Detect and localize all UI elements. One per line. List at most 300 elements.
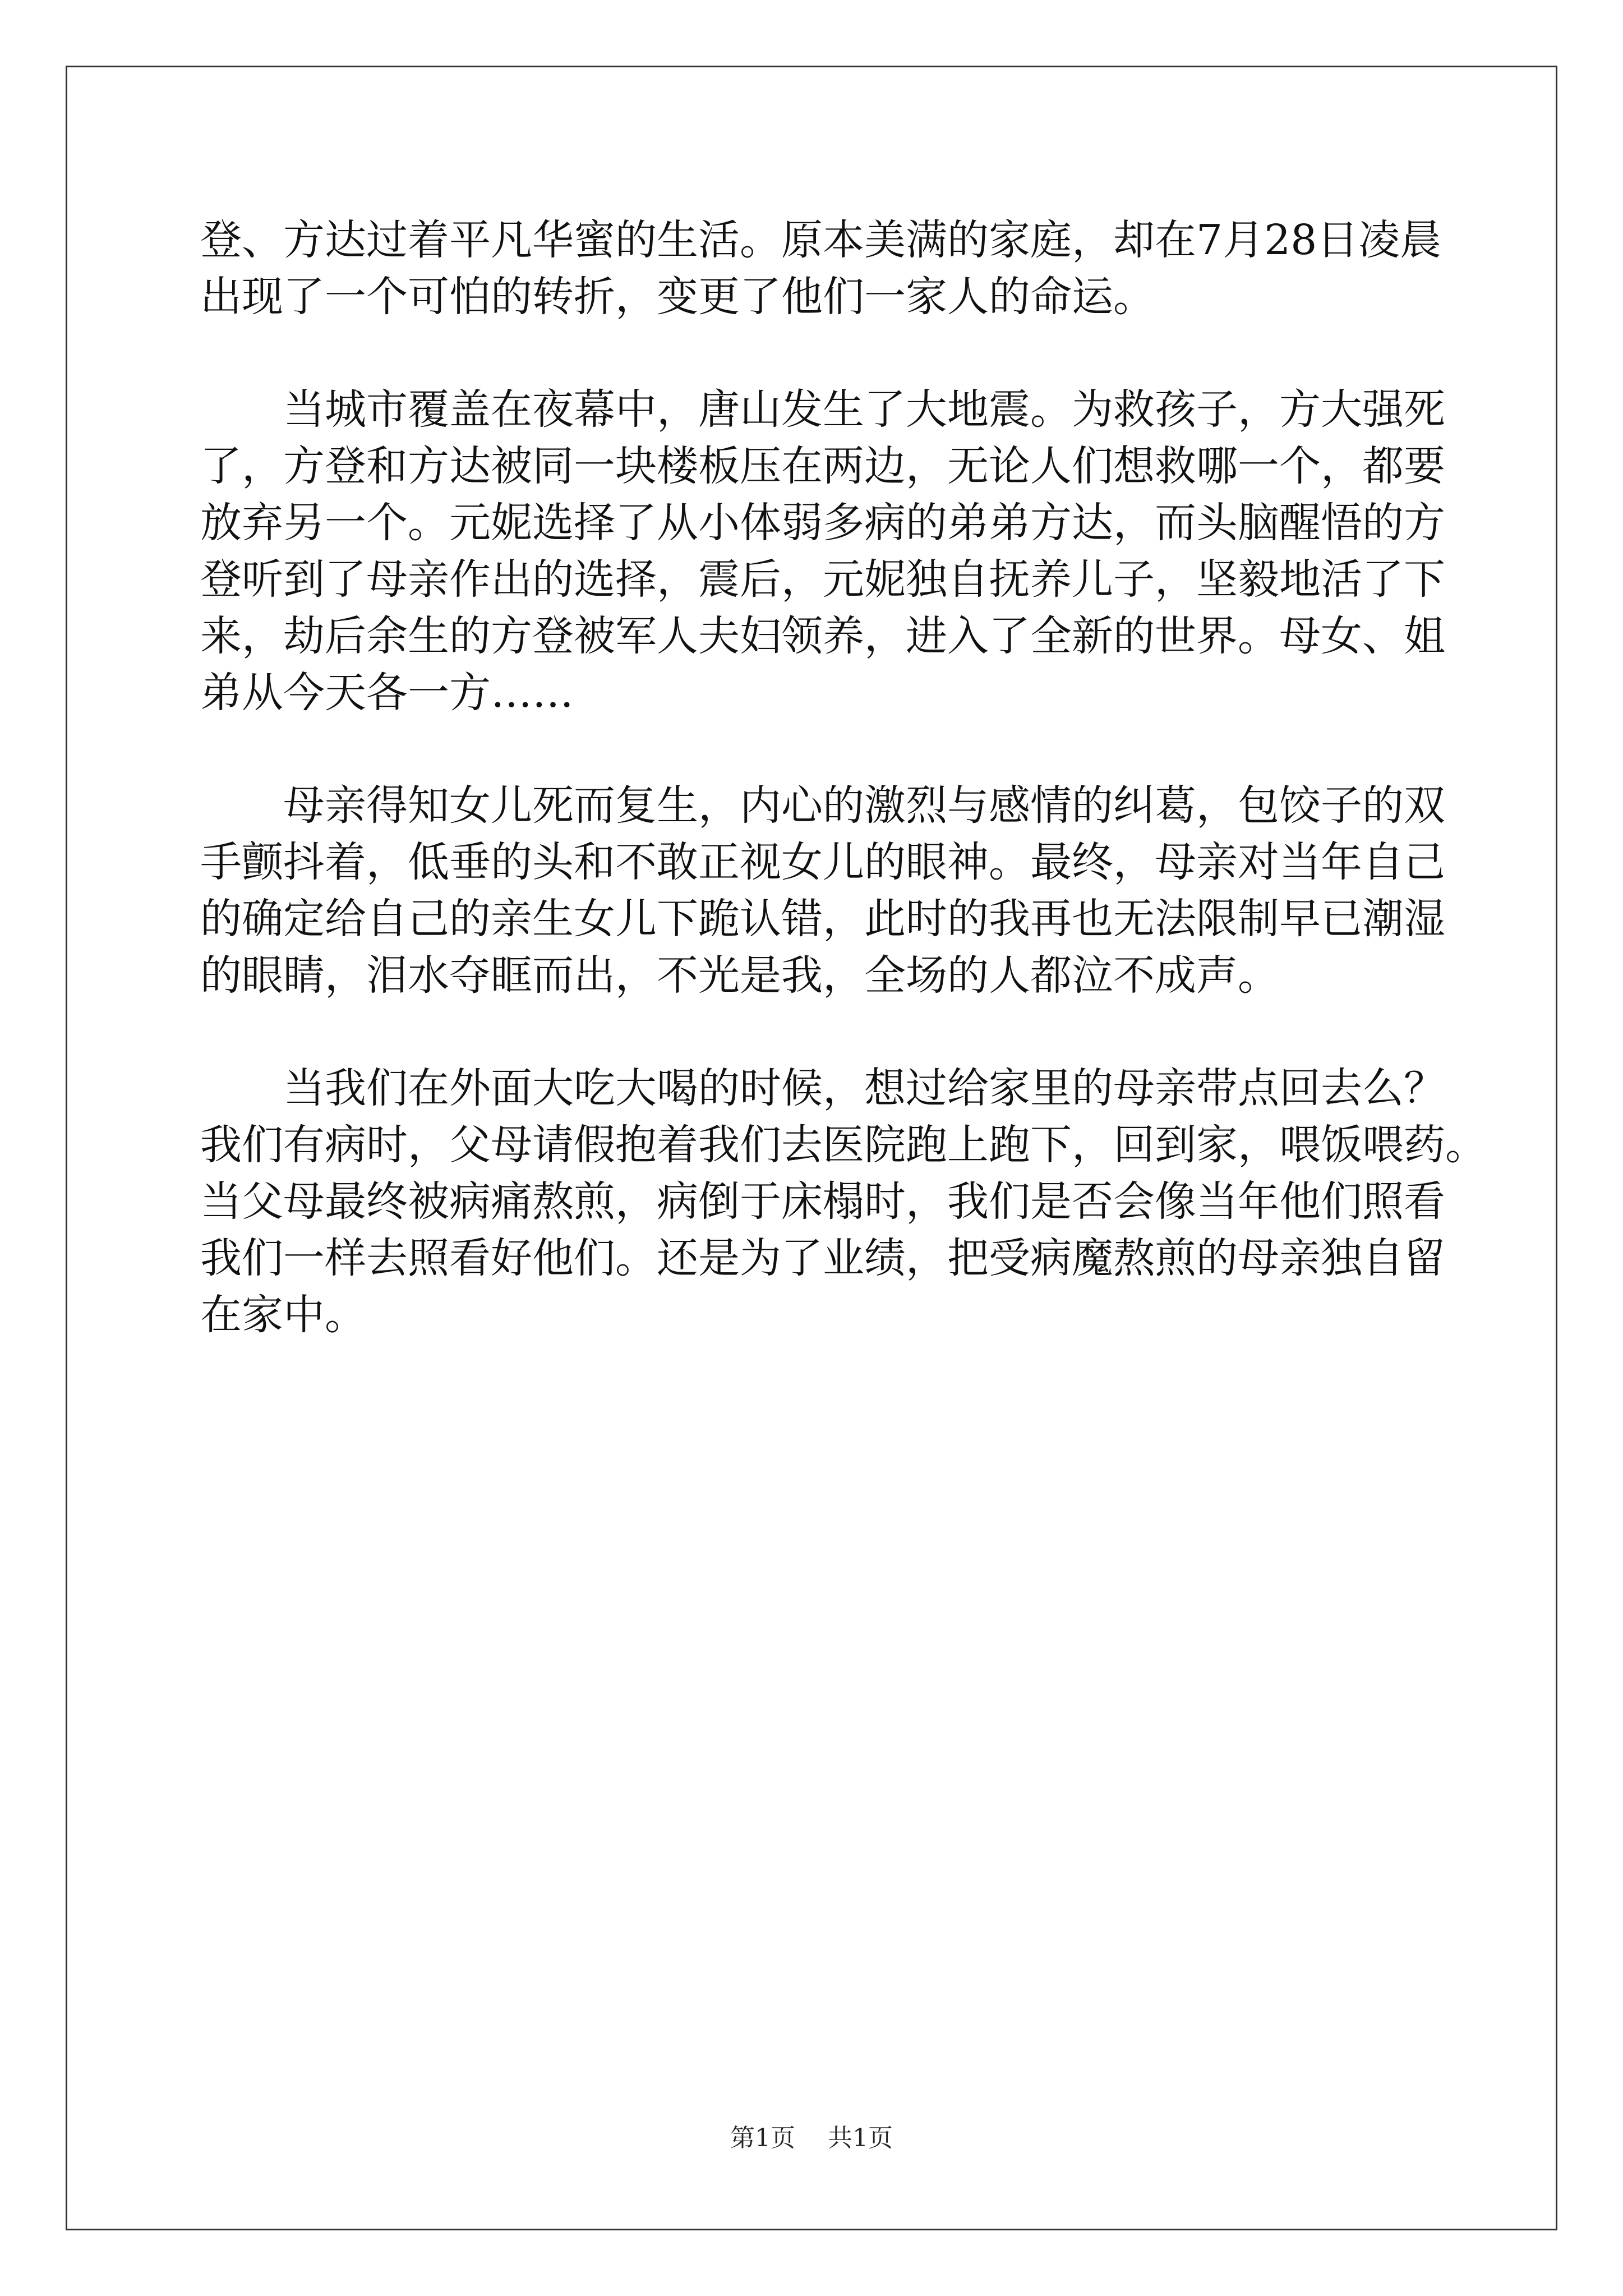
text-char: 不 [615, 838, 657, 886]
text-char: 母 [1155, 838, 1196, 886]
text-char: 。 [1445, 1121, 1487, 1169]
text-char: 了 [864, 385, 906, 434]
text-char: 错 [781, 895, 823, 943]
text-char: 夫 [698, 612, 740, 660]
text-char: ， [823, 895, 864, 943]
text-char: 病 [449, 1177, 491, 1226]
text-char: 药 [1404, 1121, 1445, 1169]
text-char: 都 [1362, 442, 1404, 490]
text-char: 死 [1404, 385, 1445, 434]
text-char: ， [657, 385, 698, 434]
text-char: 亲 [325, 781, 366, 830]
text-char: 城 [325, 385, 366, 434]
text-char: 医 [823, 1121, 864, 1169]
text-char: 了 [325, 555, 366, 604]
text-char: 和 [366, 442, 408, 490]
text-char: 认 [740, 895, 781, 943]
text-char: 把 [947, 1234, 989, 1282]
text-char: 我 [200, 1121, 242, 1169]
text-char: 孩 [1155, 385, 1196, 434]
text-char: 下 [1030, 1121, 1072, 1169]
text-char: 出 [491, 555, 532, 604]
page-number-total: 共1页 [828, 2124, 893, 2152]
text-char: 终 [1072, 838, 1113, 886]
text-line [200, 551, 1445, 608]
text-char: 有 [283, 1121, 325, 1169]
text-char: 为 [1072, 385, 1113, 434]
text-char: 在 [1155, 216, 1196, 264]
text-char: ， [242, 442, 283, 490]
text-line [200, 1230, 1445, 1287]
text-char: 院 [864, 1121, 906, 1169]
text-char: 后 [325, 612, 366, 660]
text-line [200, 1174, 1445, 1230]
text-char: 、 [242, 216, 283, 264]
text-char: 抖 [283, 838, 325, 886]
text-char: 饺 [1279, 781, 1321, 830]
text-char: 也 [1072, 895, 1113, 943]
text-char: 亲 [1279, 1234, 1321, 1282]
text-char: 他 [532, 1234, 574, 1282]
text-char: 定 [283, 895, 325, 943]
text-char: ， [864, 612, 906, 660]
text-char: 美 [864, 216, 906, 264]
text-char: ， [823, 1064, 864, 1112]
text-char: 抚 [989, 555, 1030, 604]
text-char: 世 [1155, 612, 1196, 660]
text-char: 覆 [408, 385, 449, 434]
text-char: 来 [200, 612, 242, 660]
text-char: 手 [200, 838, 242, 886]
text-line [200, 495, 1445, 551]
text-char: 被 [491, 442, 532, 490]
text-char: ， [366, 838, 408, 886]
text-char: 潮 [1362, 895, 1404, 943]
text-char: 绩 [864, 1234, 906, 1282]
text-char: 子 [1113, 555, 1155, 604]
text-char: 2 [1264, 216, 1291, 264]
text-char: ， [408, 1121, 449, 1169]
text-char: 吃 [574, 1064, 615, 1112]
text-char: 看 [449, 1234, 491, 1282]
text-char: 的 [1362, 781, 1404, 830]
text-char: ？ [1404, 1064, 1445, 1112]
text-char: 确 [242, 895, 283, 943]
text-char: 带 [1196, 1064, 1238, 1112]
text-char: 母 [1238, 1234, 1279, 1282]
text-char: 下 [1404, 555, 1445, 604]
text-char: 年 [1238, 1177, 1279, 1226]
text-char: 原 [781, 216, 823, 264]
text-char: 抱 [615, 1121, 657, 1169]
text-char: 们 [1321, 1177, 1362, 1226]
text-char: 家 [1196, 1121, 1238, 1169]
text-char: 的 [1113, 612, 1155, 660]
text-char: 毅 [1238, 555, 1279, 604]
text-char: 养 [823, 612, 864, 660]
text-char: 压 [740, 442, 781, 490]
text-char: ， [1113, 499, 1155, 547]
text-char: 月 [1223, 216, 1265, 264]
text-char: 日 [1317, 216, 1359, 264]
text-char: 此 [864, 895, 906, 943]
text-char: 劫 [283, 612, 325, 660]
text-char: 大 [906, 385, 947, 434]
text-char: 煎 [1155, 1234, 1196, 1282]
text-char: 的 [947, 216, 989, 264]
text-line [200, 777, 1445, 834]
text-char: 弃 [242, 499, 283, 547]
text-char: 幕 [574, 385, 615, 434]
text-char: 再 [1030, 895, 1072, 943]
text-char: 亲 [1196, 838, 1238, 886]
text-char: 择 [615, 555, 657, 604]
text-char: 去 [1321, 1064, 1362, 1112]
text-char: 。 [989, 838, 1030, 886]
text-line [200, 381, 1445, 438]
text-char: 妮 [491, 499, 532, 547]
text-char: 唐 [698, 385, 740, 434]
text-char: 们 [1072, 442, 1113, 490]
text-char: 喝 [657, 1064, 698, 1112]
text-char: ， [1155, 555, 1196, 604]
text-char: 在 [491, 385, 532, 434]
text-char: 敢 [657, 838, 698, 886]
text-char: 活 [1321, 555, 1362, 604]
text-char: 养 [1030, 555, 1072, 604]
text-char: 两 [823, 442, 864, 490]
text-line [200, 947, 1428, 1004]
text-char: 亲 [408, 555, 449, 604]
text-char: 着 [657, 1121, 698, 1169]
text-char: 里 [1030, 1064, 1072, 1112]
text-char: 母 [283, 781, 325, 830]
page-number-current: 第1页 [730, 2124, 795, 2152]
text-char: 个 [1279, 442, 1321, 490]
text-char: 姐 [1404, 612, 1445, 660]
text-char: 我 [947, 1177, 989, 1226]
text-char: 眼 [906, 838, 947, 886]
text-char: 妮 [864, 555, 906, 604]
text-char: 满 [906, 216, 947, 264]
text-char: 点 [1238, 1064, 1279, 1112]
text-char: 盖 [449, 385, 491, 434]
text-char: 地 [1279, 555, 1321, 604]
text-char: 地 [947, 385, 989, 434]
text-char: 余 [366, 612, 408, 660]
text-char: 凡 [491, 216, 532, 264]
text-char: 无 [1113, 895, 1155, 943]
text-char: 双 [1404, 781, 1445, 830]
text-char: 喂 [1279, 1121, 1321, 1169]
text-char: 的 [1196, 1234, 1238, 1282]
text-char: ， [698, 781, 740, 830]
text-line-content: 弟从今天各一方…… [200, 669, 574, 717]
text-char: 蜜 [574, 216, 615, 264]
text-char: 跑 [989, 1121, 1030, 1169]
text-char: 己 [1404, 838, 1445, 886]
text-char: 最 [325, 1177, 366, 1226]
text-char: 板 [698, 442, 740, 490]
text-char: 当 [1196, 1177, 1238, 1226]
text-char: 方 [283, 442, 325, 490]
text-char: 在 [781, 442, 823, 490]
text-char: 我 [989, 895, 1030, 943]
text-char: 神 [947, 838, 989, 886]
text-char: 当 [1279, 838, 1321, 886]
text-char: 亲 [491, 895, 532, 943]
text-char: 魔 [1072, 1234, 1113, 1282]
text-char: 的 [491, 838, 532, 886]
text-char: 救 [1113, 385, 1155, 434]
text-line [200, 269, 1428, 325]
text-char: 一 [325, 499, 366, 547]
text-line [200, 834, 1445, 891]
text-char: 人 [1030, 442, 1072, 490]
text-char: 终 [366, 1177, 408, 1226]
text-char: 知 [408, 781, 449, 830]
text-char: 中 [615, 385, 657, 434]
text-char: ， [1321, 442, 1362, 490]
text-char: ， [906, 1177, 947, 1226]
text-char: 到 [283, 555, 325, 604]
text-char: 达 [1072, 499, 1113, 547]
text-char: 业 [823, 1234, 864, 1282]
text-char: 己 [408, 895, 449, 943]
text-char: 而 [574, 781, 615, 830]
text-line [200, 665, 1428, 721]
text-char: 当 [283, 1064, 325, 1112]
text-char: 生 [408, 612, 449, 660]
text-char: 喂 [1362, 1121, 1404, 1169]
text-line [200, 1117, 1487, 1174]
text-char: 时 [366, 1121, 408, 1169]
text-char: 市 [366, 385, 408, 434]
text-char: ， [615, 1177, 657, 1226]
text-char: 当 [200, 1177, 242, 1226]
text-char: 当 [283, 385, 325, 434]
text-char: 元 [823, 555, 864, 604]
text-char: 病 [325, 1121, 366, 1169]
text-char: 哪 [1196, 442, 1238, 490]
text-char: 纠 [1113, 781, 1155, 830]
text-char: 痛 [491, 1177, 532, 1226]
text-line [200, 1287, 1428, 1343]
text-char: 了 [615, 499, 657, 547]
text-char: 照 [408, 1234, 449, 1282]
text-char: 着 [408, 216, 449, 264]
text-char: 受 [989, 1234, 1030, 1282]
text-char: ， [1072, 1121, 1113, 1169]
text-char: 否 [1072, 1177, 1113, 1226]
text-char: 达 [449, 442, 491, 490]
text-char: 低 [408, 838, 449, 886]
text-char: 们 [242, 1234, 283, 1282]
text-char: 复 [615, 781, 657, 830]
text-char: 另 [283, 499, 325, 547]
text-char: 一 [283, 1234, 325, 1282]
text-char: 登 [532, 612, 574, 660]
text-char: 候 [781, 1064, 823, 1112]
text-line [200, 608, 1445, 665]
text-char: 心 [781, 781, 823, 830]
text-char: ， [1238, 385, 1279, 434]
text-char: 样 [325, 1234, 366, 1282]
text-char: 多 [823, 499, 864, 547]
text-char: 儿 [823, 838, 864, 886]
text-line [200, 438, 1445, 495]
text-char: 着 [325, 838, 366, 886]
text-char: 听 [242, 555, 283, 604]
text-char: 照 [1362, 1177, 1404, 1226]
text-char: 方 [491, 612, 532, 660]
text-char: 凌 [1358, 216, 1400, 264]
text-char: 震 [989, 385, 1030, 434]
text-char: 去 [366, 1234, 408, 1282]
text-char: 儿 [491, 781, 532, 830]
text-char: 饭 [1321, 1121, 1362, 1169]
text-char: 自 [1362, 838, 1404, 886]
text-char: 颤 [242, 838, 283, 886]
text-char: 独 [1321, 1234, 1362, 1282]
text-char: 去 [781, 1121, 823, 1169]
text-char: 弟 [947, 499, 989, 547]
text-char: 子 [1321, 781, 1362, 830]
text-char: 女 [574, 895, 615, 943]
text-char: 人 [657, 612, 698, 660]
text-char: 选 [574, 555, 615, 604]
text-char: 病 [1030, 1234, 1072, 1282]
text-char: 了 [781, 1234, 823, 1282]
text-char: 一 [574, 442, 615, 490]
text-char: 视 [740, 838, 781, 886]
text-char: 的 [906, 499, 947, 547]
text-line-content: 的眼睛，泪水夺眶而出，不光是我，全场的人都泣不成声。 [200, 951, 1279, 1000]
text-char: ， [781, 555, 823, 604]
text-char: ， [906, 442, 947, 490]
text-char: 悟 [1321, 499, 1362, 547]
text-char: 醒 [1279, 499, 1321, 547]
text-char: 的 [532, 555, 574, 604]
text-char: 华 [532, 216, 574, 264]
text-char: 从 [657, 499, 698, 547]
text-char: 病 [864, 499, 906, 547]
text-char: 。 [1030, 385, 1072, 434]
text-char: 的 [698, 1064, 740, 1112]
text-char: 年 [1321, 838, 1362, 886]
document-body [200, 212, 1487, 1400]
text-char: 8 [1290, 216, 1317, 264]
text-char: 的 [615, 216, 657, 264]
text-char: 入 [947, 612, 989, 660]
text-char: 生 [657, 216, 698, 264]
text-char: 留 [1404, 1234, 1445, 1282]
text-char: 登 [325, 442, 366, 490]
text-char: 登 [200, 555, 242, 604]
text-char: 么 [1362, 1064, 1404, 1112]
text-char: 却 [1113, 216, 1155, 264]
text-char: 们 [989, 1177, 1030, 1226]
text-char: 的 [1072, 1064, 1113, 1112]
text-char: 本 [823, 216, 864, 264]
text-char: 女 [449, 781, 491, 830]
text-char: 独 [906, 555, 947, 604]
text-char: 过 [906, 1064, 947, 1112]
text-char: 头 [532, 838, 574, 886]
text-char: 的 [449, 612, 491, 660]
text-char: 方 [408, 442, 449, 490]
text-char: 好 [491, 1234, 532, 1282]
text-char: 最 [1030, 838, 1072, 886]
text-char: 被 [408, 1177, 449, 1226]
text-char: 军 [615, 612, 657, 660]
text-char: ， [1113, 838, 1155, 886]
text-char: 法 [1155, 895, 1196, 943]
text-char: 元 [449, 499, 491, 547]
text-char: 了 [1362, 555, 1404, 604]
text-char: 和 [574, 838, 615, 886]
text-char: 熬 [1113, 1234, 1155, 1282]
text-char: 回 [1113, 1121, 1155, 1169]
text-char: 们 [574, 1234, 615, 1282]
text-line-content: 在家中。 [200, 1291, 366, 1339]
text-char: 方 [283, 216, 325, 264]
text-char: 体 [740, 499, 781, 547]
text-char: ， [1238, 1121, 1279, 1169]
text-char: 回 [1279, 1064, 1321, 1112]
text-char: 楼 [657, 442, 698, 490]
text-char: 领 [781, 612, 823, 660]
text-line-content: 出现了一个可怕的转折，变更了他们一家人的命运。 [200, 273, 1155, 321]
text-char: 我 [698, 1121, 740, 1169]
text-char: ， [242, 612, 283, 660]
text-char: 放 [200, 499, 242, 547]
text-char: 感 [989, 781, 1030, 830]
text-char: 为 [740, 1234, 781, 1282]
text-char: 的 [823, 781, 864, 830]
text-char: 垂 [449, 838, 491, 886]
text-char: 熬 [532, 1177, 574, 1226]
text-char: 大 [1321, 385, 1362, 434]
text-char: 到 [1155, 1121, 1196, 1169]
text-char: 亲 [1155, 1064, 1196, 1112]
text-char: 自 [947, 555, 989, 604]
text-char: 的 [449, 895, 491, 943]
text-char: 坚 [1196, 555, 1238, 604]
text-char: 。 [740, 216, 781, 264]
text-char: 的 [947, 895, 989, 943]
text-char: 假 [574, 1121, 615, 1169]
text-char: 父 [242, 1177, 283, 1226]
text-char: 进 [906, 612, 947, 660]
text-char: 择 [574, 499, 615, 547]
text-char: 了 [200, 442, 242, 490]
text-char: 了 [989, 612, 1030, 660]
text-char: 大 [532, 1064, 574, 1112]
text-char: 弟 [989, 499, 1030, 547]
text-char: 我 [325, 1064, 366, 1112]
text-char: 给 [325, 895, 366, 943]
text-char: 家 [989, 1064, 1030, 1112]
text-char: ， [1196, 781, 1238, 830]
text-char: 全 [1030, 612, 1072, 660]
text-char: 7 [1196, 216, 1223, 264]
text-char: 正 [698, 838, 740, 886]
text-char: 自 [1362, 1234, 1404, 1282]
text-char: 制 [1238, 895, 1279, 943]
text-char: 父 [449, 1121, 491, 1169]
text-char: 自 [366, 895, 408, 943]
